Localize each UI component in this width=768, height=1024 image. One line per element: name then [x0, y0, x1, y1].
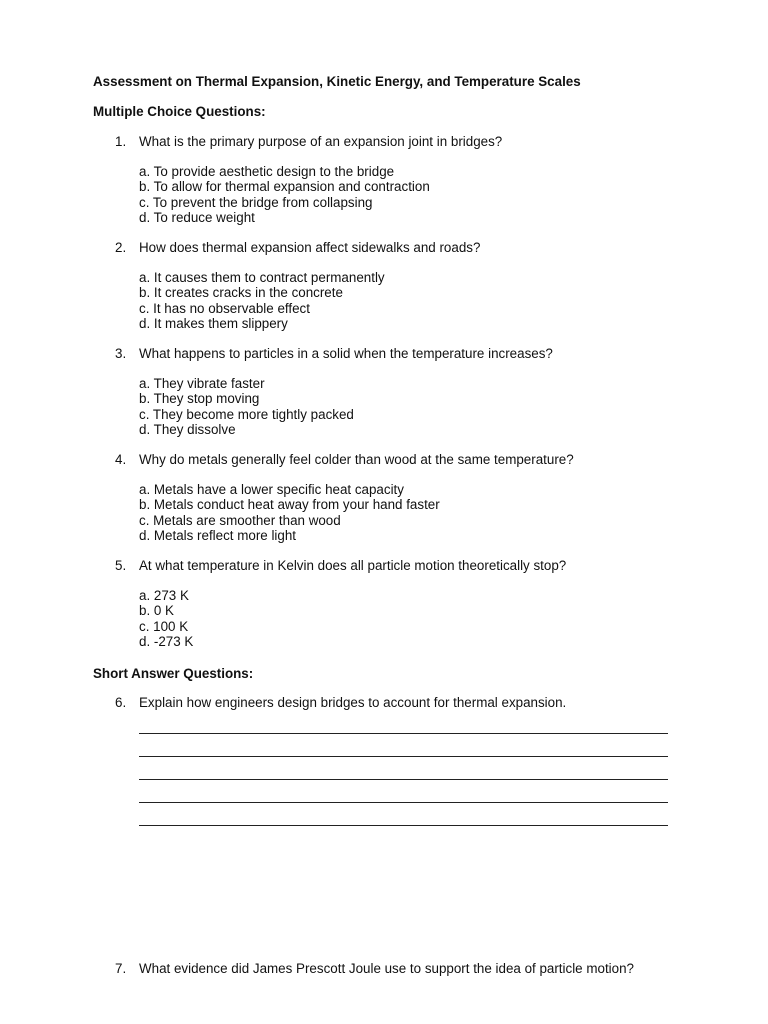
- answer-options: [139, 376, 715, 437]
- question-text: At what temperature in Kelvin does all particle motion theoretically stop?: [139, 558, 567, 573]
- short-answer-heading: Short Answer Questions:: [93, 666, 254, 681]
- question-5: [115, 558, 715, 649]
- option-c: c. 100 K: [139, 618, 189, 634]
- answer-options: [139, 270, 715, 331]
- option-c: c. Metals are smoother than wood: [139, 512, 341, 528]
- option-b: b. 0 K: [139, 603, 174, 619]
- document-title: Assessment on Thermal Expansion, Kinetic Energy, and Temperature Scales: [93, 74, 581, 89]
- question-text: How does thermal expansion affect sidewalks and roads?: [139, 240, 481, 255]
- option-d: d. -273 K: [139, 633, 194, 649]
- question-4: [115, 452, 715, 543]
- question-number: 2.: [115, 240, 127, 255]
- question-text: What happens to particles in a solid when the temperature increases?: [139, 346, 553, 361]
- option-b: b. They stop moving: [139, 391, 260, 407]
- question-number: 5.: [115, 558, 127, 573]
- option-a: a. Metals have a lower specific heat capacity: [139, 482, 404, 497]
- question-text: Explain how engineers design bridges to account for thermal expansion.: [139, 695, 567, 710]
- question-number: 1.: [115, 134, 127, 149]
- question-1: [115, 134, 715, 225]
- option-d: d. Metals reflect more light: [139, 527, 297, 543]
- option-a: a. 273 K: [139, 588, 189, 603]
- question-number: 6.: [115, 695, 127, 710]
- option-c: c. To prevent the bridge from collapsing: [139, 194, 373, 210]
- option-b: b. It creates cracks in the concrete: [139, 285, 343, 301]
- question-number: 7.: [115, 961, 127, 976]
- option-d: d. They dissolve: [139, 421, 236, 437]
- multiple-choice-heading: Multiple Choice Questions:: [93, 104, 266, 119]
- option-c: c. They become more tightly packed: [139, 406, 354, 422]
- answer-line: [139, 779, 668, 780]
- question-2: [115, 240, 715, 331]
- answer-line: [139, 756, 668, 757]
- option-a: a. It causes them to contract permanently: [139, 270, 385, 285]
- answer-line: [139, 825, 668, 826]
- answer-line: [139, 802, 668, 803]
- question-text: Why do metals generally feel colder than wood at the same temperature?: [139, 452, 574, 467]
- option-d: d. To reduce weight: [139, 209, 255, 225]
- answer-options: [139, 164, 715, 225]
- option-b: b. To allow for thermal expansion and contraction: [139, 179, 430, 195]
- option-c: c. It has no observable effect: [139, 300, 310, 316]
- question-text: What evidence did James Prescott Joule use to support the idea of particle motion?: [139, 961, 634, 976]
- question-number: 3.: [115, 346, 127, 361]
- question-7: [115, 961, 715, 977]
- option-a: a. They vibrate faster: [139, 376, 265, 391]
- option-b: b. Metals conduct heat away from your hand faster: [139, 497, 440, 513]
- question-6: [115, 695, 715, 711]
- answer-line: [139, 733, 668, 734]
- answer-options: [139, 588, 715, 649]
- question-number: 4.: [115, 452, 127, 467]
- question-3: [115, 346, 715, 437]
- option-a: a. To provide aesthetic design to the bridge: [139, 164, 395, 179]
- answer-options: [139, 482, 715, 543]
- question-text: What is the primary purpose of an expansion joint in bridges?: [139, 134, 503, 149]
- option-d: d. It makes them slippery: [139, 315, 288, 331]
